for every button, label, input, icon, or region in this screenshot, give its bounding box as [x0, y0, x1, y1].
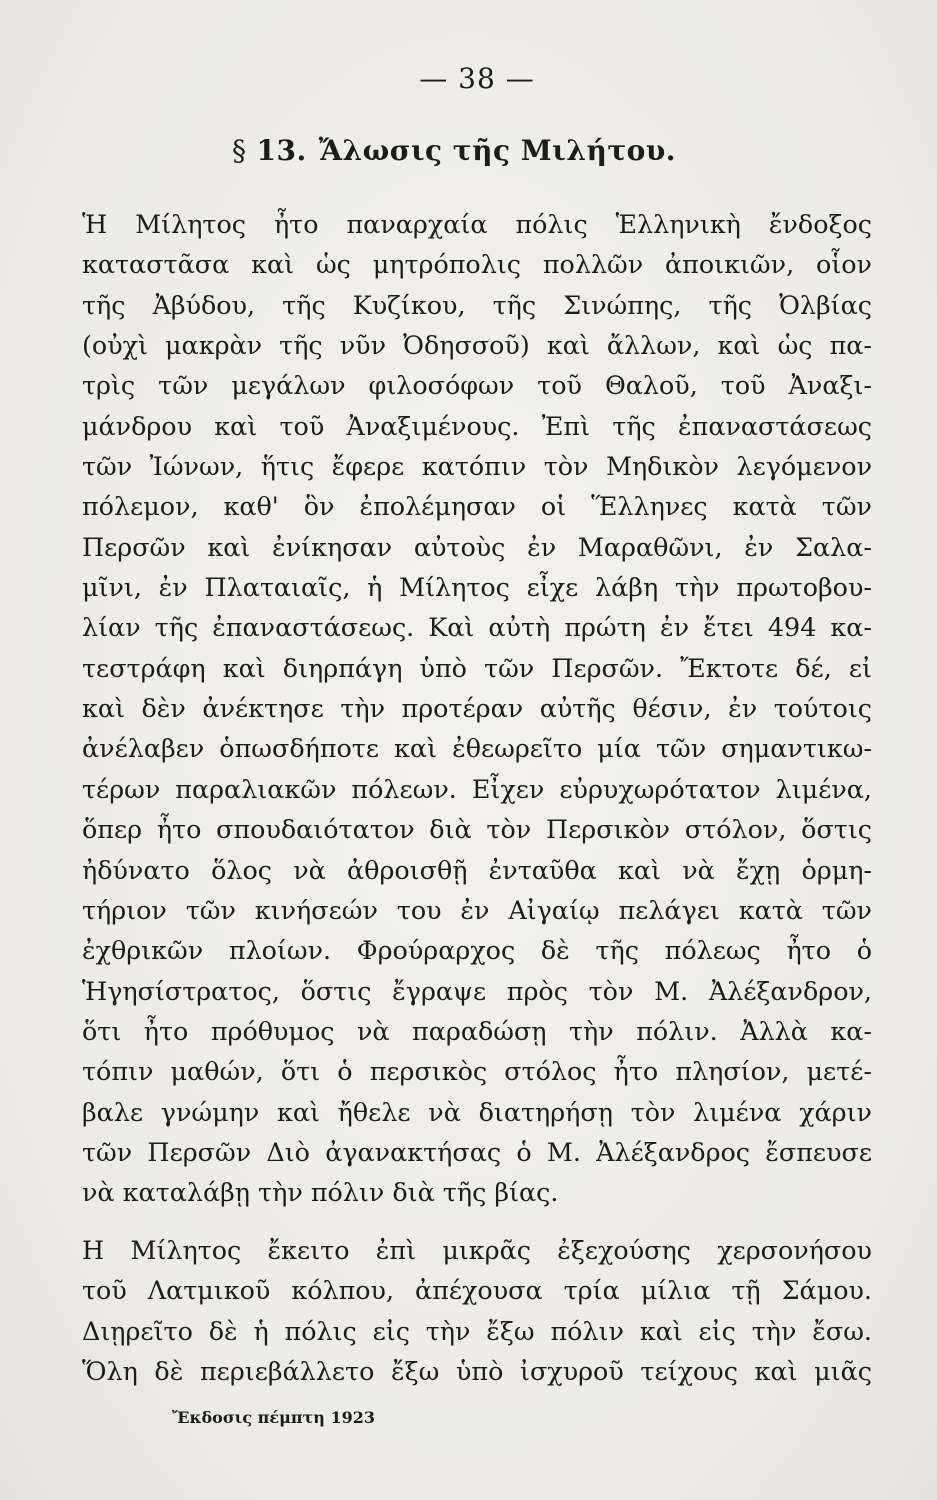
text-line: Η Μίλητος ἔκειτο ἐπὶ μικρᾶς ἐξεχούσης χερσονήσου [82, 1235, 872, 1265]
text-line: τέρων παραλιακῶν πόλεων. Εἶχεν εὐρυχωρότατον λιμένα, [82, 773, 872, 804]
text-line: μῖνι, ἐν Πλαταιαῖς, ἡ Μίλητος εἶχε λάβη τὴν πρωτοβου- [82, 572, 872, 603]
text-line: τεστράφη καὶ διηρπάγη ὑπὸ τῶν Περσῶν. Ἔκτοτε δέ, εἰ [82, 652, 872, 683]
text-line: τῶν Ἰώνων, ἥτις ἔφερε κατόπιν τὸν Μηδικὸν λεγόμενον [82, 451, 872, 482]
text-line: Ἡγησίστρατος, ὅστις ἔγραψε πρὸς τὸν Μ. Ἀλέξανδρον, [82, 975, 872, 1006]
edition-note: Ἔκδοσις πέμπτη 1923 [172, 1408, 376, 1427]
text-line: Διῃρεῖτο δὲ ἡ πόλις εἰς τὴν ἔξω πόλιν καὶ εἰς τὴν ἔσω. [82, 1315, 872, 1346]
text-line: τοῦ Λατμικοῦ κόλπου, ἀπέχουσα τρία μίλια τῇ Σάμου. [82, 1275, 872, 1306]
text-line: λίαν τῆς ἐπαναστάσεως. Καὶ αὐτὴ πρώτη ἐν ἔτει 494 κα- [82, 612, 872, 643]
text-line: βαλε γνώμην καὶ ἤθελε νὰ διατηρήσῃ τὸν λιμένα χάριν [82, 1096, 872, 1127]
section-symbol: § [232, 134, 247, 167]
section-heading [232, 134, 676, 167]
text-line: ἠδύνατο ὅλος νὰ ἀθροισθῇ ἐνταῦθα καὶ νὰ ἔχῃ ὁρμη- [82, 854, 872, 885]
text-line: ἀνέλαβεν ὁπωσδήποτε καὶ ἐθεωρεῖτο μία τῶν σημαντικω- [82, 733, 872, 764]
text-line: ὅπερ ἦτο σπουδαιότατον διὰ τὸν Περσικὸν στόλον, ὅστις [82, 814, 872, 845]
text-line: πόλεμον, καθ' ὃν ἐπολέμησαν οἱ Ἕλληνες κατὰ τῶν [82, 491, 872, 522]
section-title: Ἄλωσις τῆς Μιλήτου. [318, 134, 677, 167]
text-line: ὅτι ἦτο πρόθυμος νὰ παραδώσῃ τὴν πόλιν. Ἀλλὰ κα- [82, 1015, 872, 1046]
paragraph-2 [82, 1230, 872, 1391]
text-line: ἐχθρικῶν πλοίων. Φρούραρχος δὲ τῆς πόλεως ἦτο ὁ [82, 935, 872, 966]
text-line: νὰ καταλάβῃ τὴν πόλιν διὰ τῆς βίας. [82, 1177, 559, 1208]
text-line: τήριον τῶν κινήσεών του ἐν Αἰγαίῳ πελάγει κατὰ τῶν [82, 894, 872, 925]
text-line: τῶν Περσῶν Διὸ ἀγανακτήσας ὁ Μ. Ἀλέξανδρος ἔσπευσε [82, 1136, 872, 1167]
page-number: — 38 — [419, 62, 535, 95]
text-line: καταστᾶσα καὶ ὡς μητρόπολις πολλῶν ἀποικιῶν, οἷον [82, 249, 872, 280]
text-line: μάνδρου καὶ τοῦ Ἀναξιμένους. Ἐπὶ τῆς ἐπαναστάσεως [82, 410, 872, 441]
text-line: (οὐχὶ μακρὰν τῆς νῦν Ὀδησσοῦ) καὶ ἄλλων, καὶ ὡς πα- [82, 330, 872, 361]
text-line: Περσῶν καὶ ἐνίκησαν αὐτοὺς ἐν Μαραθῶνι, ἐν Σαλα- [82, 531, 872, 562]
text-line: Ἡ Μίλητος ἦτο παναρχαία πόλις Ἑλληνικὴ ἔνδοξος [82, 209, 872, 239]
section-number: 13. [256, 134, 307, 167]
text-line: τόπιν μαθών, ὅτι ὁ περσικὸς στόλος ἦτο πλησίον, μετέ- [82, 1056, 872, 1087]
text-line: τῆς Ἀβύδου, τῆς Κυζίκου, τῆς Σινώπης, τῆς Ὀλβίας [82, 289, 872, 320]
text-line: τρὶς τῶν μεγάλων φιλοσόφων τοῦ Θαλοῦ, τοῦ Ἀναξι- [82, 370, 872, 401]
paragraph-1 [82, 204, 872, 1213]
text-line: Ὅλη δὲ περιεβάλλετο ἔξω ὑπὸ ἰσχυροῦ τείχους καὶ μιᾶς [82, 1356, 872, 1387]
text-line: καὶ δὲν ἀνέκτησε τὴν προτέραν αὐτῆς θέσιν, ἐν τούτοις [82, 693, 872, 724]
